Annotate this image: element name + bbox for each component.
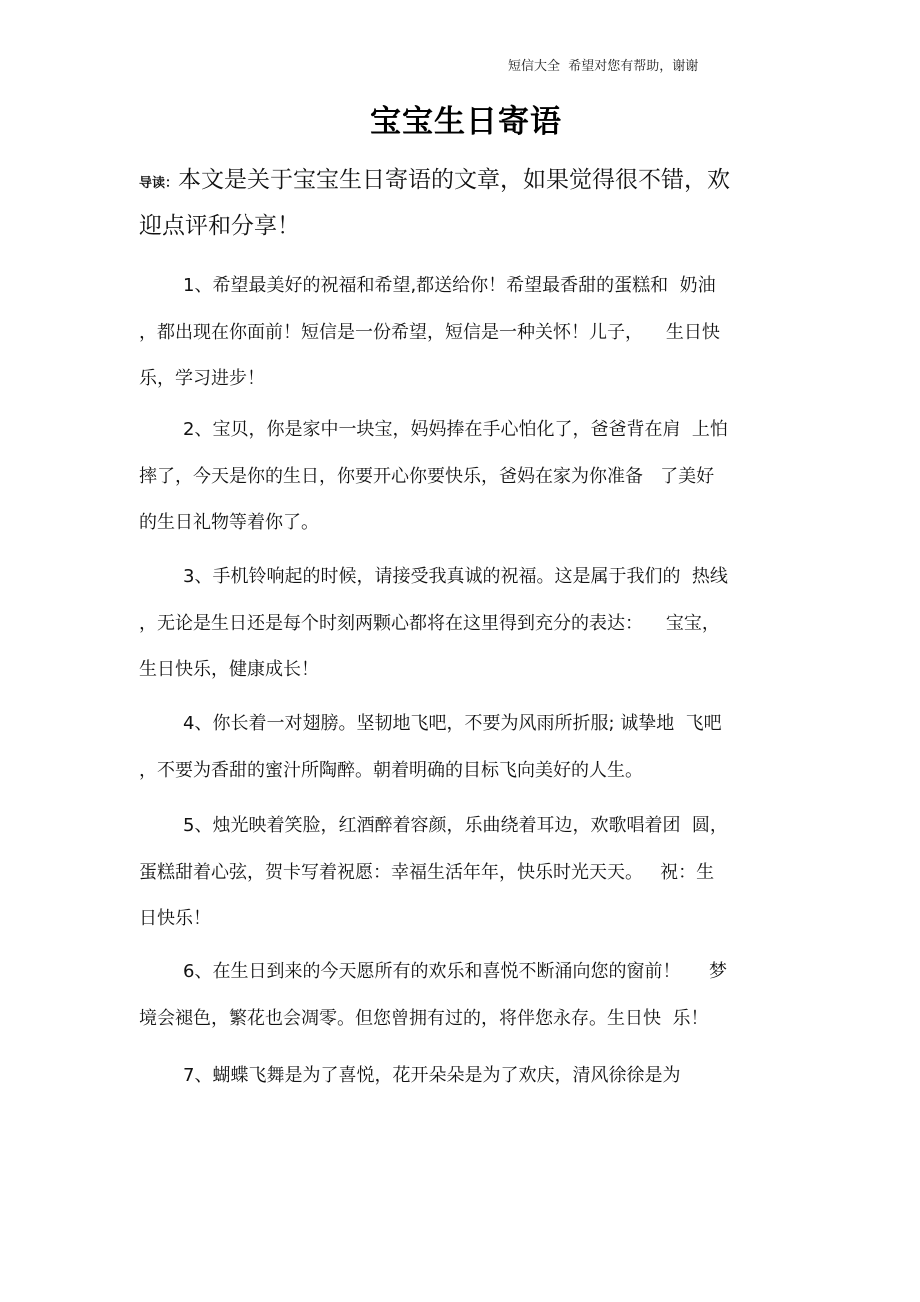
- paragraph-line: 7、蝴蝶飞舞是为了喜悦，花开朵朵是为了欢庆，清风徐徐是为: [183, 1065, 681, 1086]
- paragraph-3: [139, 566, 799, 706]
- paragraph-line: 2、宝贝，你是家中一块宝，妈妈捧在手心怕化了，爸爸背在肩 上怕: [183, 419, 728, 440]
- paragraph-line: ，无论是生日还是每个时刻两颗心都将在这里得到充分的表达： 宝宝，: [139, 612, 720, 634]
- paragraph-line: 6、在生日到来的今天愿所有的欢乐和喜悦不断涌向您的窗前！ 梦: [183, 961, 728, 982]
- paragraph-5: [139, 815, 799, 955]
- paragraph-line: 境会褪色，繁花也会凋零。但您曾拥有过的，将伴您永存。生日快 乐！: [139, 1007, 709, 1029]
- intro-text: 本文是关于宝宝生日寄语的文章，如果觉得很不错，欢: [178, 167, 731, 193]
- paragraph-line: 生日快乐，健康成长！: [139, 659, 319, 680]
- header-note: 短信大全 希望对您有帮助，谢谢: [508, 59, 699, 74]
- paragraph-line: 3、手机铃响起的时候，请接受我真诚的祝福。这是属于我们的 热线: [183, 566, 728, 587]
- paragraph-1: [139, 275, 799, 415]
- intro-section: [139, 168, 799, 260]
- paragraph-line: 乐，学习进步！: [139, 368, 265, 389]
- paragraph-line: 日快乐！: [139, 908, 211, 929]
- intro-line: [139, 168, 799, 214]
- paragraph-line: 摔了，今天是你的生日，你要开心你要快乐，爸妈在家为你准备 了美好: [139, 465, 715, 487]
- paragraph-line: 5、烛光映着笑脸，红酒醉着容颜，乐曲绕着耳边，欢歌唱着团 圆，: [183, 815, 728, 836]
- paragraph-line: ，不要为香甜的蜜汁所陶醉。朝着明确的目标飞向美好的人生。: [139, 759, 643, 781]
- document-title: 宝宝生日寄语: [370, 104, 562, 140]
- paragraph-4: [139, 713, 799, 806]
- intro-line: 迎点评和分享！: [139, 213, 300, 239]
- paragraph-line: ，都出现在你面前！短信是一份希望，短信是一种关怀！儿子， 生日快: [139, 321, 720, 343]
- paragraph-line: 的生日礼物等着你了。: [139, 512, 319, 533]
- paragraph-line: 4、你长着一对翅膀。坚韧地飞吧，不要为风雨所折服; 诚挚地 飞吧: [183, 713, 722, 734]
- paragraph-2: [139, 419, 799, 559]
- paragraph-6: [139, 961, 799, 1054]
- intro-lead-label: 导读：: [139, 176, 179, 191]
- paragraph-line: 1、希望最美好的祝福和希望,都送给你！希望最香甜的蛋糕和 奶油: [183, 275, 716, 296]
- paragraph-7: [139, 1065, 799, 1112]
- paragraph-line: 蛋糕甜着心弦，贺卡写着祝愿：幸福生活年年，快乐时光天天。 祝：生: [139, 861, 715, 883]
